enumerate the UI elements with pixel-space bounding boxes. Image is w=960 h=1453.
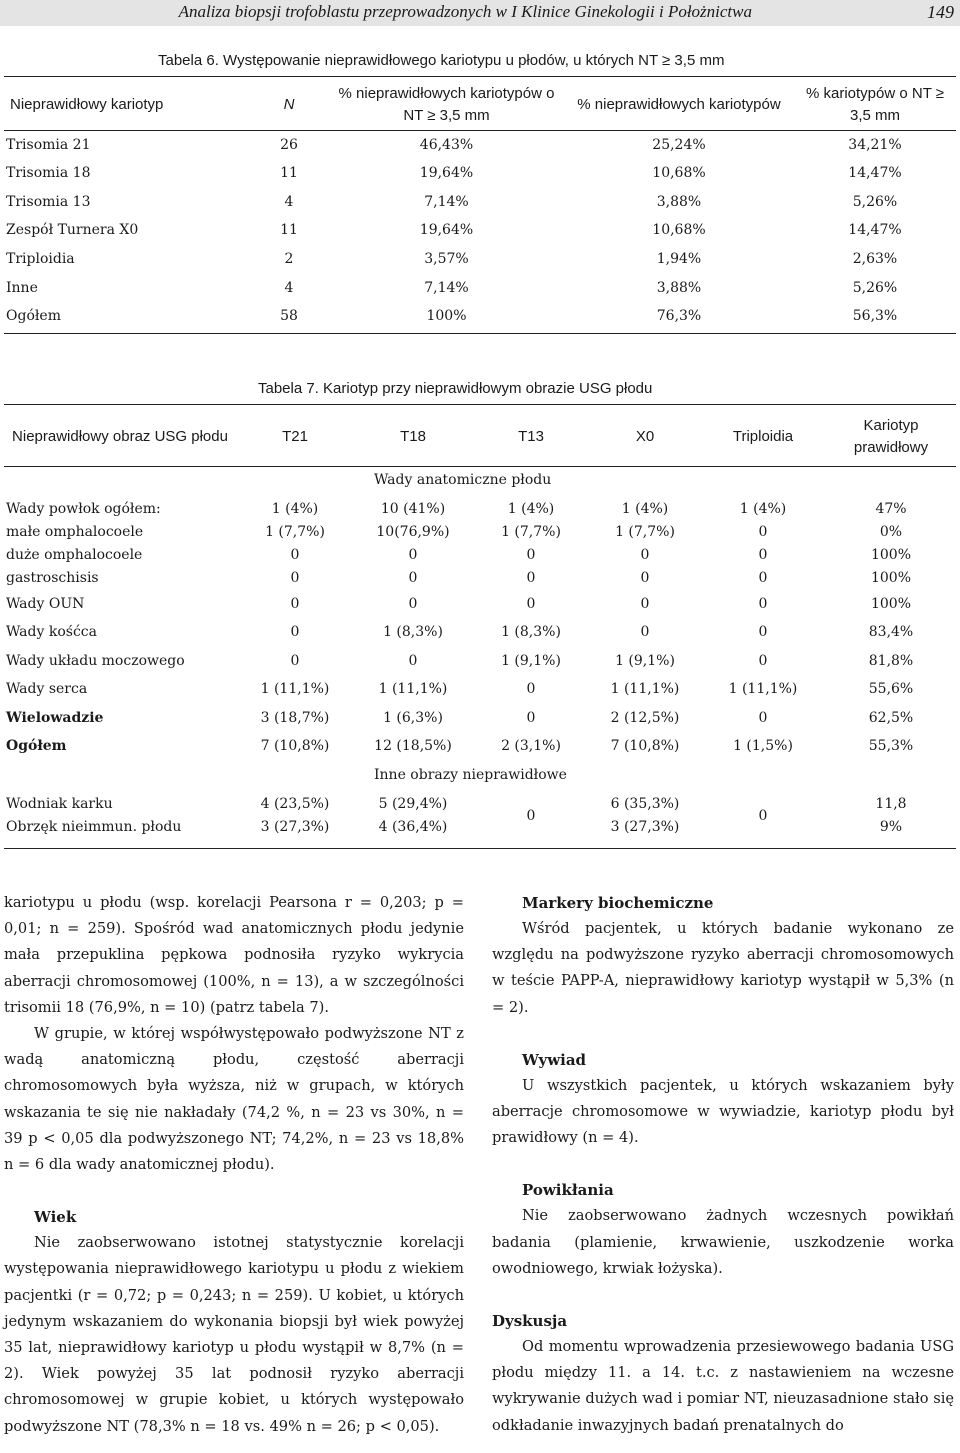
paragraph: Od momentu wprowadzenia przesiewowego badania USG płodu między 11. a 14. t.c. z nastawieniem na wczesne wykrywanie dużych wad i pomiar NT, nieuzasadnione stało się odkładanie inwazyjnych badań prenatalnych do	[492, 1338, 954, 1434]
table6-cell: 5,26%	[852, 279, 898, 296]
paragraph: Nie zaobserwowano żadnych wczesnych powikłań badania (plamienie, krwawienie, uszkodzenie worka owodniowego, krwiak łożyska).	[492, 1207, 954, 1277]
paragraph: Wśród pacjentek, u których badanie wykonano ze względu na podwyższone ryzyko aberracji chromosomowych w teście PAPP-A, nieprawidłowy kariotyp wystąpił w 5,3% (n = 2).	[492, 920, 954, 1016]
table7-row	[4, 619, 956, 648]
table7-cell: 1 (4%) 0 0 0	[739, 501, 787, 586]
table7-bottom-rule	[4, 848, 956, 849]
row-label: Zespół Turnera X0	[6, 222, 139, 239]
table6-cell: 19,64%	[419, 165, 474, 182]
table6-cell: 34,21%	[848, 136, 902, 153]
table6-cell: 2	[284, 251, 294, 268]
table7-cell: 5 (29,4%) 4 (36,4%)	[378, 796, 448, 835]
table6-header: N	[283, 95, 295, 113]
table6-bottom-rule	[4, 333, 956, 334]
table7-cell: 0	[640, 624, 650, 641]
table6-cell: 76,3%	[656, 308, 702, 325]
table7-header: Nieprawidłowy obraz USG płodu	[12, 427, 228, 445]
row-label: gastroschisis	[6, 570, 99, 586]
table7-row	[4, 733, 956, 762]
table6-top-rule	[4, 76, 956, 77]
table7-cell: 1 (11,1%)	[610, 681, 680, 698]
table7	[4, 408, 956, 839]
table7-cell: 100%	[870, 595, 912, 612]
table6-row	[4, 216, 956, 245]
row-label: Wady kośćca	[6, 624, 97, 641]
running-title: Analiza biopsji trofoblastu przeprowadzonych w I Klinice Ginekologii i Położnictwa	[178, 2, 752, 21]
table7-cell: 0	[758, 807, 768, 824]
table7-cell: 81,8%	[868, 652, 914, 669]
paragraph: Nie zaobserwowano istotnej statystycznie korelacji występowania nieprawidłowego kariotypu u płodu z wiekiem pacjentki (r = 0,72; p = 0,243; n = 259). U kobiet, u których jedynym wskazaniem do wykonania biopsji był wiek powyżej 35 lat, nieprawidłowy kariotyp u płodu wystąpił w 8,7% (n = 2). Wiek powyżej 35 lat podnosił ryzyko aberracji chromosomowej w grupie kobiet, u których występowało podwyższone NT (78,3% n = 18 vs. 49% n = 26; p < 0,05).	[4, 1234, 464, 1435]
table7-cell: 0	[290, 624, 300, 641]
table7-cell: 62,5%	[868, 709, 914, 726]
table6-header: % nieprawidłowych kariotypów	[577, 95, 781, 113]
table6-cell: 58	[280, 308, 298, 325]
right-text-column	[492, 890, 954, 1439]
row-label: Wady układu moczowego	[6, 652, 185, 669]
table7-cell: 1 (8,3%)	[383, 624, 443, 641]
table6-cell: 19,64%	[419, 222, 474, 239]
table7-row	[4, 647, 956, 676]
row-label: Trisomia 13	[6, 193, 91, 210]
table7-cell: 1 (9,1%)	[501, 652, 561, 669]
table6-cell: 10,68%	[652, 222, 706, 239]
table6-cell: 3,57%	[424, 251, 469, 268]
table6-cell: 26	[280, 136, 298, 153]
table6-cell: 2,63%	[852, 251, 898, 268]
paragraph: U wszystkich pacjentek, u których wskazaniem były aberracje chromosomowe w wywiadzie, kariotyp płodu był prawidłowy (n = 4).	[492, 1076, 954, 1147]
table7-row	[4, 676, 956, 705]
table7-cell: 0	[758, 624, 768, 641]
table6-header: Nieprawidłowy kariotyp	[10, 95, 164, 113]
section-heading-markery: Markery biochemiczne	[522, 894, 714, 912]
table6-cell: 4	[284, 193, 294, 210]
table7-cell: 3 (18,7%)	[260, 709, 330, 726]
table7-cell: 2 (3,1%)	[501, 738, 561, 755]
table7-cell: 0	[526, 807, 536, 824]
table7-cell: 0	[640, 595, 650, 612]
row-label: Wady OUN	[6, 595, 85, 612]
table7-caption: Tabela 7. Kariotyp przy nieprawidłowym obrazie USG płodu	[258, 380, 653, 397]
row-label: Obrzęk nieimmun. płodu	[6, 819, 182, 835]
table7-cell: 83,4%	[868, 624, 914, 641]
table7-cell: 4 (23,5%) 3 (27,3%)	[260, 796, 330, 835]
table7-cell: 55,3%	[868, 738, 914, 755]
paragraph: kariotypu u płodu (wsp. korelacji Pearsona r = 0,203; p = 0,01; n = 259). Spośród wad anatomicznych płodu jedynie mała przepuklina pępkowa podnosiła ryzyko wykrycia aberracji chromosomowej (100%, n = 13), a w szczególności trisomii 18 (76,9%, n = 10) (patrz tabela 7).	[4, 894, 464, 1016]
table7-row	[4, 704, 956, 733]
table7-cell: 1 (6,3%)	[383, 709, 443, 726]
table6-header: % nieprawidłowych kariotypów o NT ≥ 3,5 mm	[338, 84, 555, 124]
table6-cell: 3,88%	[656, 279, 702, 296]
table7-top-rule	[4, 404, 956, 405]
table6-row	[4, 159, 956, 188]
row-label: Trisomia 21	[6, 136, 91, 153]
table7-cell: 0	[526, 681, 536, 698]
section-heading-powiklania: Powikłania	[522, 1181, 614, 1200]
table7-cell: 1 (4%) 1 (7,7%) 0 0	[615, 501, 675, 586]
table7-cell: 1 (8,3%)	[501, 624, 561, 641]
row-label: Ogółem	[6, 308, 61, 325]
page-number: 149	[927, 2, 954, 22]
table7-cell: 0	[758, 709, 768, 726]
table7-cell: 1 (4%) 1 (7,7%) 0 0	[501, 501, 561, 586]
table7-cell: 0	[290, 652, 300, 669]
section-heading-dyskusja: Dyskusja	[492, 1312, 568, 1331]
table7-cell: 10 (41%) 10(76,9%) 0 0	[376, 501, 450, 586]
table7-cell: 6 (35,3%) 3 (27,3%)	[610, 796, 680, 835]
table6-cell: 25,24%	[652, 136, 706, 153]
table6-caption: Tabela 6. Występowanie nieprawidłowego kariotypu u płodów, u których NT ≥ 3,5 mm	[158, 52, 725, 69]
row-label: Wielowadzie	[6, 709, 104, 726]
row-label: Wady powłok ogółem:	[6, 501, 161, 517]
table6-cell: 14,47%	[848, 222, 902, 239]
table7-cell: 0	[526, 709, 536, 726]
left-text-column	[4, 890, 464, 1440]
table7-cell: 2 (12,5%)	[610, 709, 680, 726]
table7-cell: 1 (11,1%)	[378, 681, 448, 698]
table7-cell: 1 (9,1%)	[615, 652, 675, 669]
table7-header: T21	[282, 427, 308, 445]
table6-cell: 100%	[426, 308, 467, 325]
table6-cell: 7,14%	[424, 193, 469, 210]
table7-header: Triploidia	[732, 427, 794, 445]
table7-cell: 55,6%	[868, 681, 914, 698]
table6	[4, 80, 956, 331]
table7-section-anatomical: Wady anatomiczne płodu	[374, 471, 552, 488]
table6-cell: 5,26%	[852, 193, 898, 210]
table6-row	[4, 273, 956, 302]
table6-row	[4, 130, 956, 159]
table7-cell: 1 (1,5%)	[733, 738, 793, 755]
table7-cell: 7 (10,8%)	[260, 738, 330, 755]
table7-cell: 0	[290, 595, 300, 612]
row-label: Ogółem	[6, 738, 67, 755]
table7-cell: 0	[526, 595, 536, 612]
table7-cell: 7 (10,8%)	[610, 738, 680, 755]
table7-header: T18	[400, 427, 426, 445]
table7-cell: 1 (11,1%)	[260, 681, 330, 698]
table7-cell: 0	[408, 652, 418, 669]
table7-cell: 12 (18,5%)	[374, 738, 452, 755]
table7-cell: 0	[408, 595, 418, 612]
table6-cell: 3,88%	[656, 193, 702, 210]
table6-cell: 46,43%	[419, 136, 474, 153]
table6-row	[4, 302, 956, 331]
table7-header: X0	[635, 427, 655, 445]
table7-cell: 11,8 9%	[875, 796, 907, 835]
table7-cell: 47% 0% 100% 100%	[870, 501, 912, 586]
table7-header: T13	[518, 427, 544, 445]
row-label: Inne	[6, 279, 38, 296]
table6-cell: 4	[284, 279, 294, 296]
table6-cell: 7,14%	[424, 279, 469, 296]
table6-cell: 56,3%	[852, 308, 898, 325]
paragraph: W grupie, w której współwystępowało podwyższone NT z wadą anatomiczną płodu, częstość aberracji chromosomowych była wyższa, niż w grupach, w których wskazania te się nie nakładały (74,2 %, n = 23 vs 30%, n = 39 p < 0,05 dla podwyższonego NT; 74,2%, n = 23 vs 18,8% n = 6 dla wady anatomicznej płodu).	[4, 1025, 464, 1174]
table7-cell: 0	[758, 595, 768, 612]
section-heading-wywiad: Wywiad	[522, 1050, 587, 1069]
table7-cell: 1 (4%) 1 (7,7%) 0 0	[265, 501, 325, 586]
table7-group1-labels	[4, 494, 236, 590]
table6-cell: 1,94%	[656, 251, 702, 268]
row-label: Triploidia	[6, 251, 75, 268]
row-label: Wodniak karku	[6, 796, 113, 812]
table6-cell: 14,47%	[848, 165, 902, 182]
row-label: Trisomia 18	[6, 165, 91, 182]
section-heading-wiek: Wiek	[34, 1208, 77, 1227]
row-label: Wady serca	[6, 681, 88, 698]
table6-cell: 10,68%	[652, 165, 706, 182]
table6-row	[4, 187, 956, 216]
table7-header: Kariotyp prawidłowy	[853, 416, 929, 456]
table7-cell: 0	[758, 652, 768, 669]
table6-cell: 11	[280, 165, 298, 182]
table6-cell: 11	[280, 222, 298, 239]
table7-group2-labels	[4, 789, 236, 839]
table7-row	[4, 590, 956, 619]
table7-cell: 1 (11,1%)	[728, 681, 798, 698]
row-label: małe omphalocoele	[6, 524, 144, 540]
table6-row	[4, 245, 956, 274]
row-label: duże omphalocoele	[6, 547, 143, 563]
table7-section-other: Inne obrazy nieprawidłowe	[374, 766, 567, 783]
table6-header: % kariotypów o NT ≥ 3,5 mm	[805, 84, 944, 124]
